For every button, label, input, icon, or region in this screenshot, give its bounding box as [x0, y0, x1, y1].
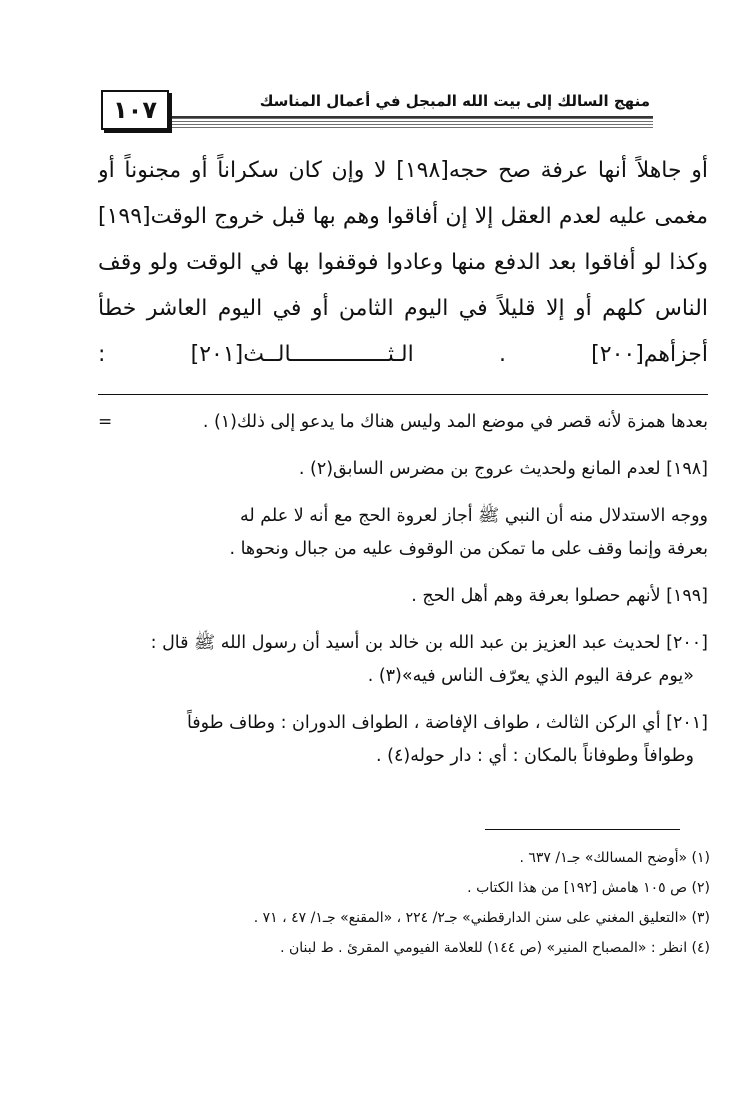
main-text-line: أو جاهلاً أنها عرفة صح حجه[١٩٨] لا وإن كان سكراناً أو مجنوناً أو	[98, 158, 708, 183]
commentary-line: «يوم عرفة اليوم الذي يعرّف الناس فيه»(٣) .	[367, 666, 694, 686]
commentary-line: بعدها همزة لأنه قصر في موضع المد وليس هناك ما يدعو إلى ذلك(١) .	[202, 412, 708, 432]
main-text-line: مغمى عليه لعدم العقل إلا إن أفاقوا وهم بها قبل خروج الوقت[١٩٩]	[98, 204, 708, 229]
footnotes	[98, 843, 710, 963]
commentary-block	[98, 707, 708, 773]
commentary-line: [٢٠١] أي الركن الثالث ، طواف الإفاضة ، الطواف الدوران : وطاف طوفاً	[186, 713, 708, 733]
commentary-block	[98, 453, 708, 486]
commentary-line: [١٩٩] لأنهم حصلوا بعرفة وهم أهل الحج .	[411, 586, 708, 606]
commentary-line: [٢٠٠] لحديث عبد العزيز بن عبد الله بن خالد بن أسيد أن رسول الله ﷺ قال :	[150, 633, 708, 653]
commentary-block	[98, 580, 708, 613]
main-text-line: الناس كلهم أو إلا قليلاً في اليوم الثامن أو في اليوم العاشر خطأ	[98, 296, 708, 321]
commentary-line: [١٩٨] لعدم المانع ولحديث عروج بن مضرس السابق(٢) .	[298, 459, 708, 479]
header-rule	[172, 116, 653, 130]
commentary-line: وطوافاً وطوفاناً بالمكان : أي : دار حوله(٤) .	[376, 746, 694, 766]
commentary-line: ووجه الاستدلال منه أن النبي ﷺ أجاز لعروة الحج مع أنه لا علم له	[240, 506, 708, 526]
running-header-title: منهج السالك إلى بيت الله المبجل في أعمال المناسك	[259, 92, 650, 110]
main-text-line: وكذا لو أفاقوا بعد الدفع منها وعادوا فوقفوا بها في الوقت ولو وقف	[98, 250, 708, 275]
footnote: (٤) انظر : «المصباح المنير» (ص ١٤٤) للعلامة الفيومي المقرئ . ط لبنان .	[280, 940, 710, 956]
commentary-block	[98, 627, 708, 693]
commentary-block	[98, 500, 708, 566]
main-text-line: أجزأهم[٢٠٠] . الـثـــــــــــــــالــث[٢٠١] :	[98, 342, 708, 367]
page-number: ١٠٧	[101, 90, 169, 130]
main-paragraph	[98, 148, 708, 378]
footnote: (٣) «التعليق المغني على سنن الدارقطني» جـ٢/ ٢٢٤ ، «المقنع» جـ١/ ٤٧ ، ٧١ .	[253, 910, 710, 926]
footnote: (٢) ص ١٠٥ هامش [١٩٢] من هذا الكتاب .	[467, 880, 710, 896]
continuation-marker: =	[98, 412, 113, 432]
commentary-section	[98, 406, 708, 787]
commentary-block	[98, 406, 708, 439]
footnote: (١) «أوضح المسالك» جـ١/ ٦٣٧ .	[519, 850, 710, 866]
section-divider	[98, 394, 708, 395]
footnote-rule	[485, 829, 680, 830]
commentary-line: بعرفة وإنما وقف على ما تمكن من الوقوف عليه من جبال ونحوها .	[229, 539, 708, 559]
